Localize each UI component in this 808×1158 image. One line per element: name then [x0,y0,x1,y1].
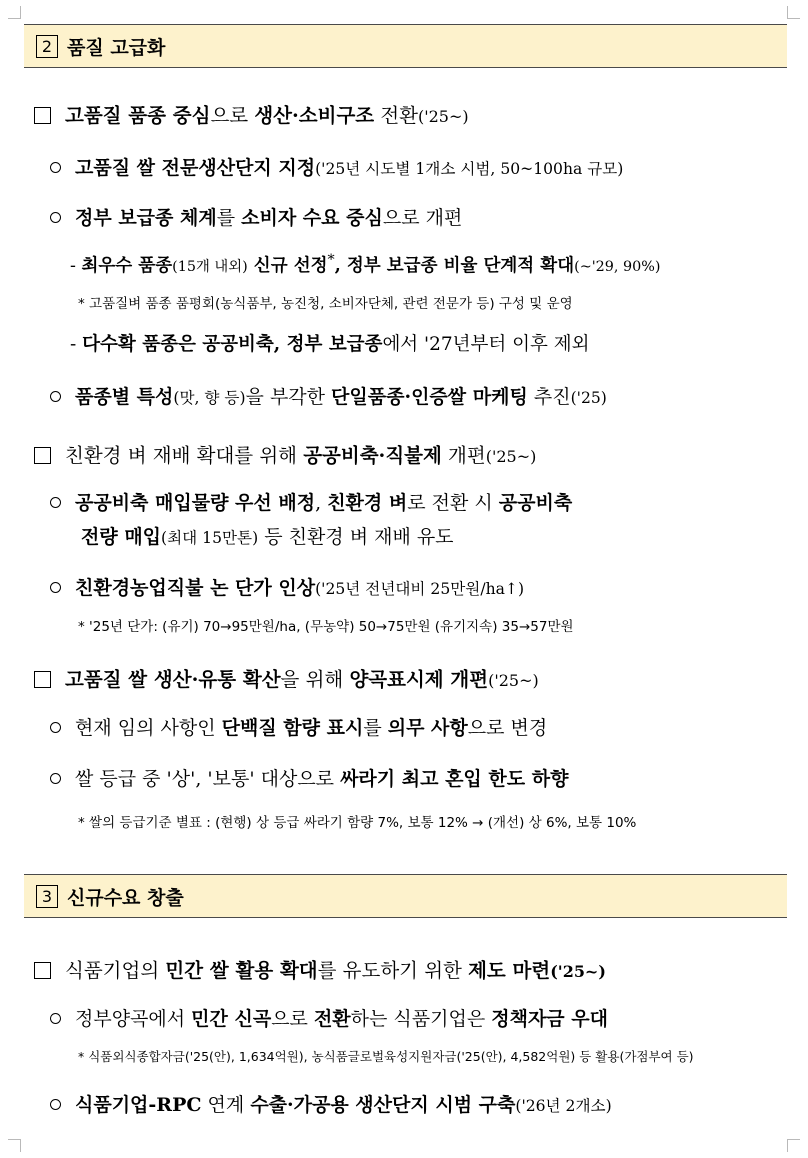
circle-bullet-icon [50,391,61,402]
circle-bullet-icon [50,1013,61,1024]
sub-point: 공공비축 매입물량 우선 배정, 친환경 벼로 전환 시 공공비축 [50,488,572,515]
detail-point: - 다수확 품종은 공공비축, 정부 보급종에서 '27년부터 이후 제외 [70,334,590,355]
circle-bullet-icon [50,162,61,173]
footnote: * 쌀의 등급기준 별표 : (현행) 상 등급 싸라기 함량 7%, 보통 12% → (개선) 상 6%, 보통 10% [78,815,637,831]
section-title: 품질 고급화 [67,36,166,59]
sub-point: 정부양곡에서 민간 신곡으로 전환하는 식품기업은 정책자금 우대 [50,1004,608,1031]
circle-bullet-icon [50,722,61,733]
sub-point: 친환경농업직불 논 단가 인상('25년 전년대비 25만원/ha↑) [50,573,524,600]
sub-point: 고품질 쌀 전문생산단지 지정('25년 시도별 1개소 시범, 50~100ha 규모) [50,153,623,180]
footnote: * 고품질벼 품종 품평회(농식품부, 농진청, 소비자단체, 관련 전문가 등) 구성 및 운영 [78,296,573,312]
sub-point: 식품기업-RPC 연계 수출·가공용 생산단지 시범 구축('26년 2개소) [50,1090,612,1117]
main-point: 식품기업의 민간 쌀 활용 확대를 유도하기 위한 제도 마련('25~) [34,955,606,983]
section-header [24,874,787,918]
checkbox-square-icon [34,107,51,124]
sub-point: 현재 임의 사항인 단백질 함량 표시를 의무 사항으로 변경 [50,713,547,740]
footnote: * '25년 단가: (유기) 70→95만원/ha, (무농약) 50→75만원 (유기지속) 35→57만원 [78,619,574,635]
section-number: 3 [36,885,58,908]
page-corner-mark [787,6,800,19]
checkbox-square-icon [34,447,51,464]
section-number: 2 [36,35,58,58]
circle-bullet-icon [50,1099,61,1110]
sub-point: 품종별 특성(맛, 향 등)을 부각한 단일품종·인증쌀 마케팅 추진('25) [50,382,607,409]
circle-bullet-icon [50,582,61,593]
circle-bullet-icon [50,212,61,223]
section-title: 신규수요 창출 [67,886,184,909]
main-point: 친환경 벼 재배 확대를 위해 공공비축·직불제 개편('25~) [34,440,536,468]
sub-point: 정부 보급종 체계를 소비자 수요 중심으로 개편 [50,203,462,230]
detail-point: - 최우수 품종(15개 내외) 신규 선정*, 정부 보급종 비율 단계적 확대(~'29, 90%) [70,252,661,276]
main-point: 고품질 쌀 생산·유통 확산을 위해 양곡표시제 개편('25~) [34,664,539,692]
page-corner-mark [787,1139,800,1152]
sub-point: 쌀 등급 중 '상', '보통' 대상으로 싸라기 최고 혼입 한도 하향 [50,764,568,791]
page-corner-mark [8,6,21,19]
checkbox-square-icon [34,962,51,979]
main-point: 고품질 품종 중심으로 생산·소비구조 전환('25~) [34,100,469,128]
page-corner-mark [8,1139,21,1152]
sub-point-continued: 전량 매입(최대 15만톤) 등 친환경 벼 재배 유도 [81,526,454,548]
footnote: * 식품외식종합자금('25(안), 1,634억원), 농식품글로벌육성지원자금('25(안), 4,582억원) 등 활용(가점부여 등) [78,1049,694,1064]
circle-bullet-icon [50,497,61,508]
circle-bullet-icon [50,773,61,784]
section-header [24,24,787,68]
checkbox-square-icon [34,671,51,688]
